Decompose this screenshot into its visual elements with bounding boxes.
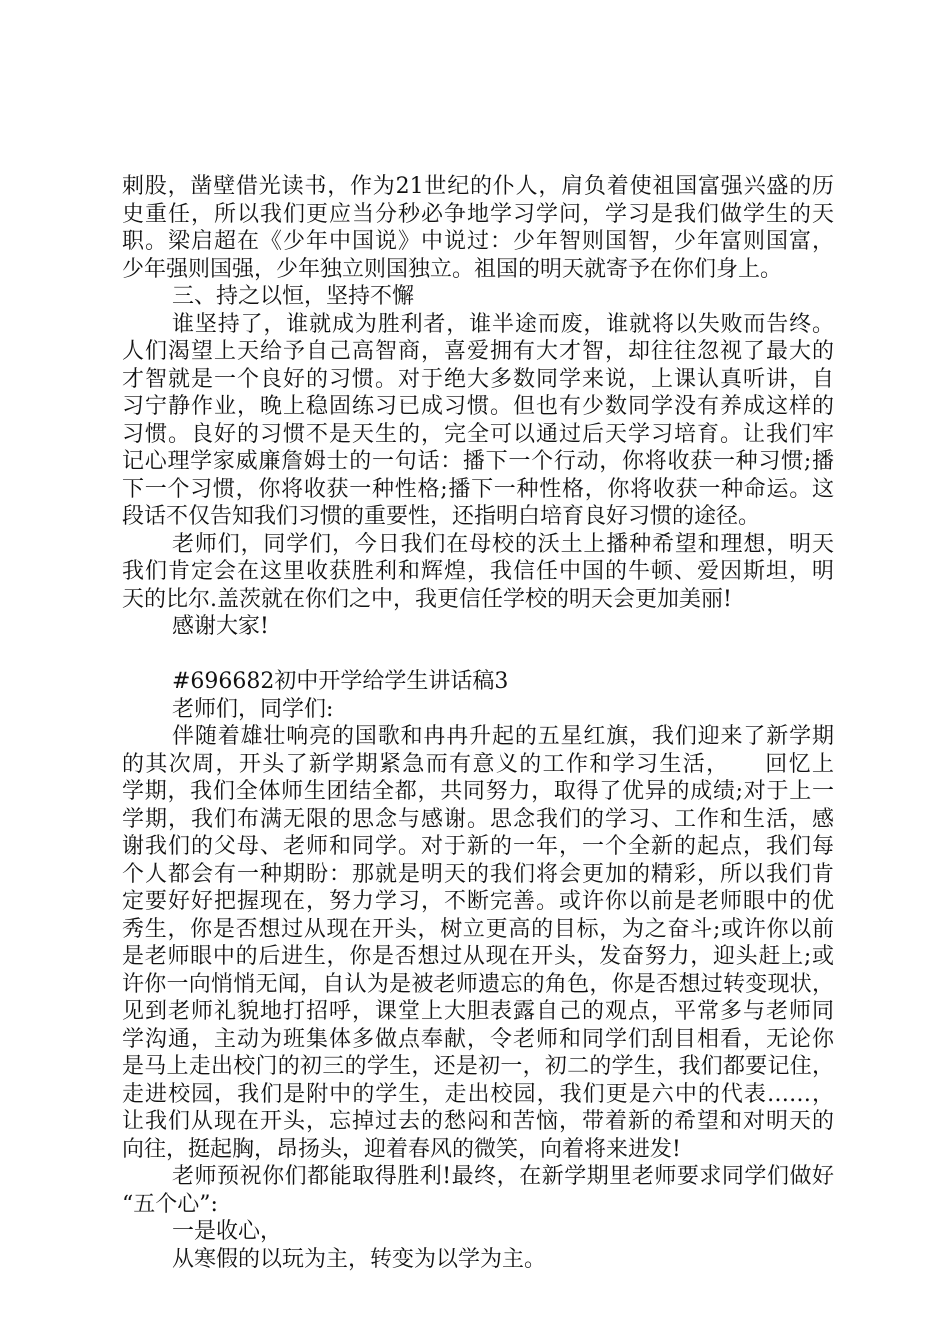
text-line: “五个心”: bbox=[122, 1191, 218, 1217]
text-line: 伴随着雄壮响亮的国歌和冉冉升起的五星红旗，我们迎来了新学期 bbox=[172, 724, 834, 749]
text-line: 天的比尔.盖茨就在你们之中，我更信任学校的明天会更加美丽! bbox=[122, 586, 732, 612]
text-line: 刺股，凿壁借光读书，作为21世纪的仆人，肩负着使祖国富强兴盛的历 bbox=[122, 174, 834, 199]
text-line: 谢我们的父母、老师和同学。对于新的一年，一个全新的起点，我们每 bbox=[122, 834, 834, 859]
text-line: 少年强则国强，少年独立则国独立。祖国的明天就寄予在你们身上。 bbox=[122, 256, 783, 282]
text-line: 史重任，所以我们更应当分秒必争地学习学问，学习是我们做学生的天 bbox=[122, 201, 834, 227]
text-line: 学期，我们全体师生团结全都，共同努力，取得了优异的成绩;对于上一 bbox=[122, 779, 834, 804]
text-line: 走进校园，我们是附中的学生，走出校园，我们更是六中的代表……， bbox=[122, 1081, 834, 1107]
speech-title: #696682初中开学给学生讲话稿3 bbox=[172, 669, 509, 694]
text-line: 职。梁启超在《少年中国说》中说过：少年智则国智，少年富则国富， bbox=[122, 229, 834, 254]
text-line: 才智就是一个良好的习惯。对于绝大多数同学来说，上课认真听讲，自 bbox=[122, 366, 834, 392]
text-line: 的其次周，开头了新学期紧急而有意义的工作和学习生活， 回忆上 bbox=[122, 751, 834, 777]
text-line: 我们肯定会在这里收获胜利和辉煌，我信任中国的牛顿、爱因斯坦，明 bbox=[122, 559, 834, 584]
text-line: 秀生，你是否想过从现在开头，树立更高的目标，为之奋斗;或许你以前 bbox=[122, 916, 834, 942]
text-line: 老师预祝你们都能取得胜利!最终，在新学期里老师要求同学们做好 bbox=[172, 1164, 834, 1189]
text-line: 从寒假的以玩为主，转变为以学为主。 bbox=[172, 1246, 547, 1272]
text-line: 个人都会有一种期盼：那就是明天的我们将会更加的精彩，所以我们肯 bbox=[122, 861, 834, 887]
text-line: 段话不仅告知我们习惯的重要性，还指明白培育良好习惯的途径。 bbox=[122, 504, 761, 529]
document-body bbox=[122, 173, 834, 1273]
text-line: 见到老师礼貌地打招呼，课堂上大胆表露自己的观点，平常多与老师同 bbox=[122, 999, 834, 1024]
text-line: 记心理学家威廉詹姆士的一句话：播下一个行动，你将收获一种习惯;播 bbox=[122, 449, 834, 474]
text-line: 下一个习惯，你将收获一种性格;播下一种性格，你将收获一种命运。这 bbox=[122, 476, 834, 502]
text-line: 老师们，同学们，今日我们在母校的沃土上播种希望和理想，明天 bbox=[172, 531, 834, 557]
text-line: 一是收心， bbox=[172, 1219, 283, 1244]
text-line: 人们渴望上天给予自己高智商，喜爱拥有大才智，却往往忽视了最大的 bbox=[122, 339, 834, 364]
text-line: 学沟通，主动为班集体多做点奉献，令老师和同学们刮目相看，无论你 bbox=[122, 1026, 834, 1052]
text-line: 习宁静作业，晚上稳固练习已成习惯。但也有少数同学没有养成这样的 bbox=[122, 394, 834, 419]
blank-line bbox=[122, 641, 834, 669]
text-line: 许你一向悄悄无闻，自认为是被老师遗忘的角色，你是否想过转变现状， bbox=[122, 971, 834, 997]
text-line: 学期，我们布满无限的思念与感谢。思念我们的学习、工作和生活，感 bbox=[122, 806, 834, 832]
text-line: 向往，挺起胸，昂扬头，迎着春风的微笑，向着将来进发! bbox=[122, 1136, 681, 1162]
text-line: 是马上走出校门的初三的学生，还是初一，初二的学生，我们都要记住， bbox=[122, 1054, 834, 1079]
text-line: 是老师眼中的后进生，你是否想过从现在开头，发奋努力，迎头赶上;或 bbox=[122, 944, 834, 969]
text-line: 定要好好把握现在，努力学习，不断完善。或许你以前是老师眼中的优 bbox=[122, 889, 834, 914]
salutation: 老师们，同学们: bbox=[172, 696, 334, 722]
text-line: 让我们从现在开头，忘掉过去的愁闷和苦恼，带着新的希望和对明天的 bbox=[122, 1109, 834, 1134]
text-line: 习惯。良好的习惯不是天生的，完全可以通过后天学习培育。让我们牢 bbox=[122, 421, 834, 447]
closing-line: 感谢大家! bbox=[172, 614, 269, 639]
text-line: 谁坚持了，谁就成为胜利者，谁半途而废，谁就将以失败而告终。 bbox=[172, 311, 834, 337]
section-heading: 三、持之以恒，坚持不懈 bbox=[172, 284, 415, 309]
